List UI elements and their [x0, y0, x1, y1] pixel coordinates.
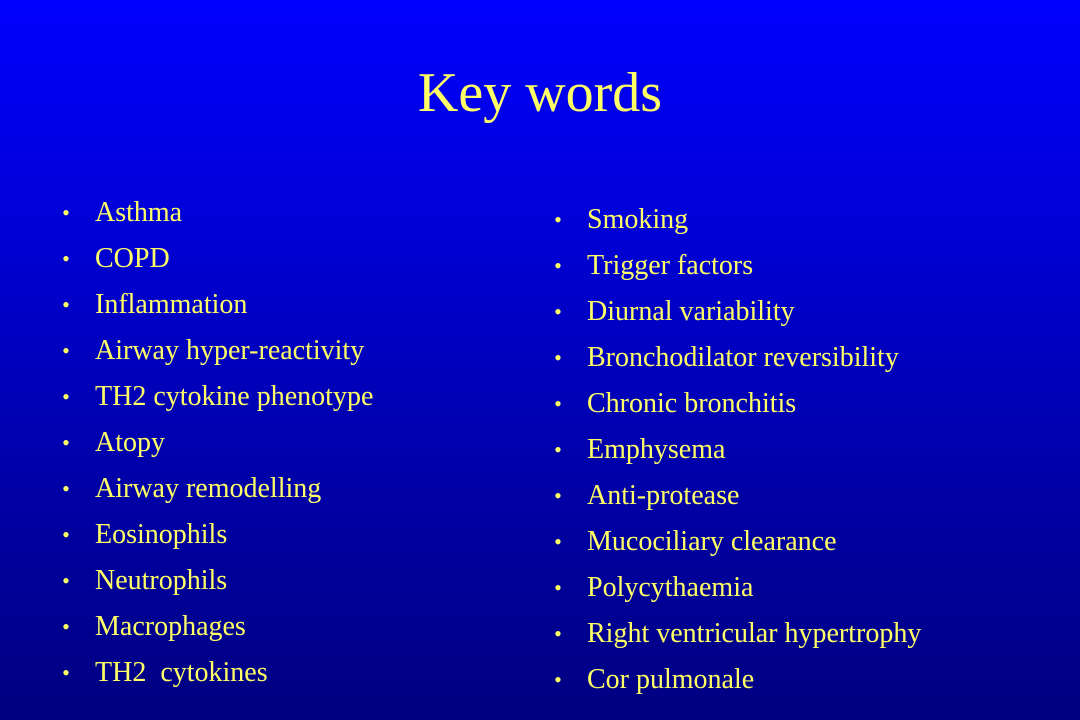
keyword-label: Eosinophils [95, 519, 228, 550]
bullet-icon: • [554, 299, 562, 324]
keyword-label: Emphysema [587, 434, 726, 465]
keyword-item [56, 604, 516, 650]
bullet-icon: • [62, 338, 70, 363]
bullet-icon: • [554, 621, 562, 646]
bullet-icon: • [62, 384, 70, 409]
keyword-label: Smoking [587, 204, 689, 235]
keyword-label: TH2 cytokines [95, 657, 268, 688]
keyword-label: TH2 cytokine phenotype [95, 381, 374, 412]
bullet-icon: • [62, 200, 70, 225]
keyword-label: Chronic bronchitis [587, 388, 797, 419]
keyword-item [56, 512, 516, 558]
keyword-item [548, 197, 1068, 243]
bullet-icon: • [62, 660, 70, 685]
keyword-item [548, 381, 1068, 427]
bullet-icon: • [554, 483, 562, 508]
keyword-item [548, 565, 1068, 611]
bullet-icon: • [554, 253, 562, 278]
keyword-item [56, 374, 516, 420]
right-keyword-list [548, 197, 1068, 703]
keyword-label: Trigger factors [587, 250, 754, 281]
bullet-icon: • [62, 430, 70, 455]
bullet-icon: • [554, 207, 562, 232]
bullet-icon: • [62, 476, 70, 501]
keyword-item [56, 328, 516, 374]
keyword-label: Airway hyper-reactivity [95, 335, 365, 366]
bullet-icon: • [554, 391, 562, 416]
keyword-label: COPD [95, 243, 170, 274]
keyword-label: Airway remodelling [95, 473, 322, 504]
keyword-item [548, 289, 1068, 335]
bullet-icon: • [554, 667, 562, 692]
bullet-icon: • [554, 575, 562, 600]
keyword-item [548, 243, 1068, 289]
bullet-icon: • [62, 614, 70, 639]
keyword-item [548, 473, 1068, 519]
keyword-item [548, 519, 1068, 565]
keyword-label: Anti-protease [587, 480, 740, 511]
keyword-item [56, 236, 516, 282]
keyword-item [56, 466, 516, 512]
keyword-label: Atopy [95, 427, 165, 458]
keyword-item [56, 282, 516, 328]
keyword-item [56, 420, 516, 466]
left-keyword-list [56, 190, 516, 696]
keyword-label: Bronchodilator reversibility [587, 342, 899, 373]
keyword-item [548, 427, 1068, 473]
bullet-icon: • [62, 292, 70, 317]
keyword-label: Diurnal variability [587, 296, 795, 327]
keyword-label: Polycythaemia [587, 572, 754, 603]
keyword-item [548, 335, 1068, 381]
keyword-label: Right ventricular hypertrophy [587, 618, 922, 649]
keyword-item [548, 611, 1068, 657]
keyword-item [56, 190, 516, 236]
keyword-item [548, 657, 1068, 703]
slide-title: Key words [417, 62, 663, 124]
keyword-label: Mucociliary clearance [587, 526, 837, 557]
keyword-label: Macrophages [95, 611, 246, 642]
keyword-label: Asthma [95, 197, 183, 228]
bullet-icon: • [62, 568, 70, 593]
keyword-label: Inflammation [95, 289, 248, 320]
bullet-icon: • [554, 345, 562, 370]
bullet-icon: • [62, 246, 70, 271]
bullet-icon: • [62, 522, 70, 547]
bullet-icon: • [554, 437, 562, 462]
keyword-label: Neutrophils [95, 565, 228, 596]
keyword-item [56, 558, 516, 604]
keyword-item [56, 650, 516, 696]
keyword-label: Cor pulmonale [587, 664, 755, 695]
bullet-icon: • [554, 529, 562, 554]
